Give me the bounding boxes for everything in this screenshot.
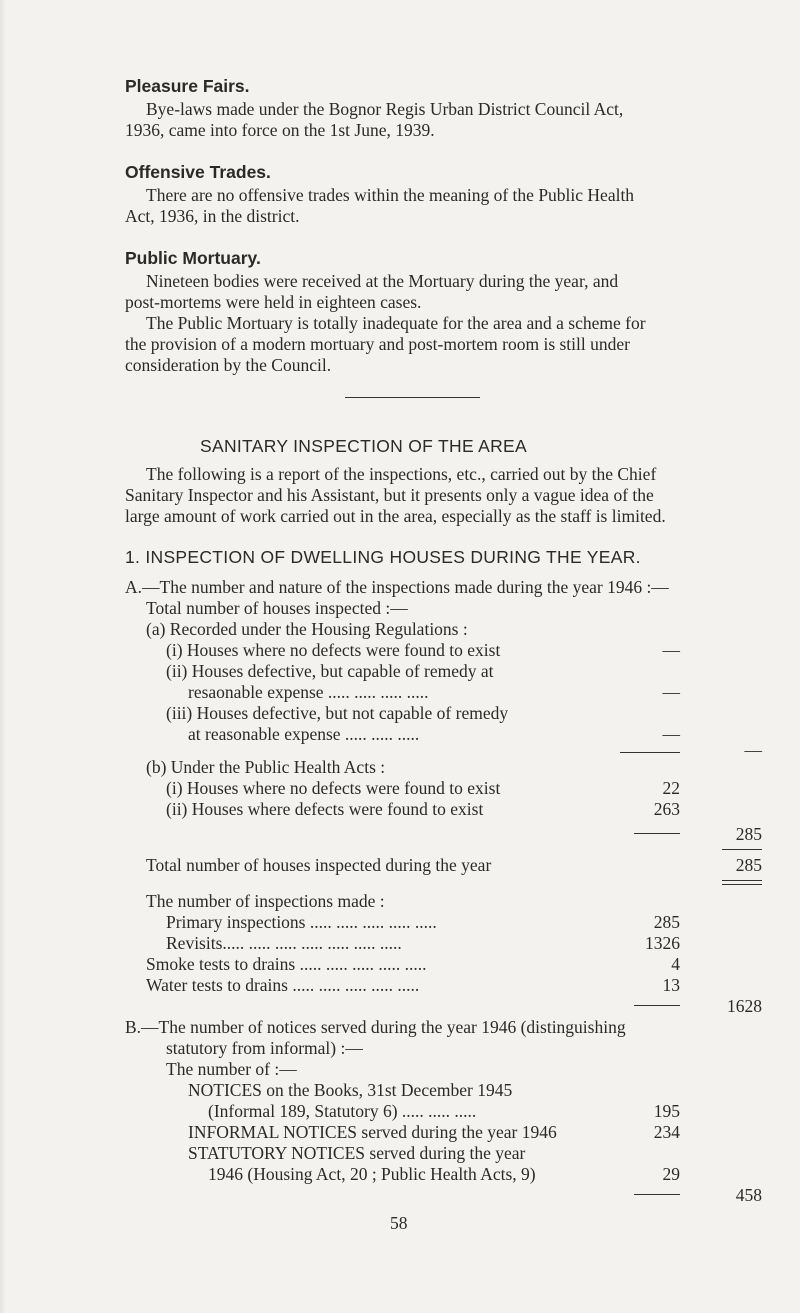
paragraph-line: The Public Mortuary is totally inadequate for the area and a scheme for — [146, 313, 646, 333]
subheading-b: (b) Under the Public Health Acts : — [146, 757, 386, 777]
double-rule — [722, 884, 762, 885]
heading-public-mortuary: Public Mortuary. — [125, 248, 261, 268]
value-total-houses: 285 — [735, 855, 762, 875]
paragraph-line: large amount of work carried out in the area, especially as the staff is limited. — [125, 506, 666, 526]
paragraph-line: The number of :— — [166, 1059, 297, 1079]
total-label: Total number of houses inspected during the year — [146, 855, 492, 875]
value-notices-statutory: 29 — [662, 1164, 680, 1184]
section-divider — [345, 397, 480, 398]
paragraph-line: the provision of a modern mortuary and post-mortem room is still under — [125, 334, 630, 354]
item-a-ii: (ii) Houses defective, but capable of remedy at — [166, 661, 494, 681]
value-a-iii: — — [662, 724, 680, 744]
paragraph-line: statutory from informal) :— — [166, 1038, 363, 1058]
value-notices-informal: 234 — [653, 1122, 680, 1142]
item-revisits: Revisits..... ..... ..... ..... ..... ..... ..... — [166, 933, 402, 953]
value-b-total: 285 — [735, 824, 762, 844]
subtotal-rule — [620, 752, 680, 753]
value-inspections-total: 1628 — [727, 996, 762, 1016]
item-water: Water tests to drains ..... ..... ..... ..... ..... — [146, 975, 420, 995]
inspections-intro: The number of inspections made : — [146, 891, 385, 911]
value-smoke: 4 — [671, 954, 680, 974]
value-a-ii: — — [662, 682, 680, 702]
notice-books-cont: (Informal 189, Statutory 6) ..... ..... ..... — [208, 1101, 477, 1121]
subtotal-rule — [634, 833, 680, 834]
paragraph-line: B.—The number of notices served during the year 1946 (distinguishing — [125, 1017, 626, 1037]
heading-section-1: 1. INSPECTION OF DWELLING HOUSES DURING THE YEAR. — [125, 547, 641, 567]
heading-pleasure-fairs: Pleasure Fairs. — [125, 76, 250, 96]
paragraph-line: Act, 1936, in the district. — [125, 206, 300, 226]
paragraph-line: 1936, came into force on the 1st June, 1939. — [125, 120, 435, 140]
value-revisits: 1326 — [645, 933, 680, 953]
paragraph-line: There are no offensive trades within the meaning of the Public Health — [146, 185, 635, 205]
paragraph-line: Bye-laws made under the Bognor Regis Urban District Council Act, — [146, 99, 624, 119]
value-a-subtotal: — — [744, 740, 762, 760]
paragraph-line: A.—The number and nature of the inspections made during the year 1946 :— — [125, 577, 669, 597]
item-smoke: Smoke tests to drains ..... ..... ..... ..... ..... — [146, 954, 427, 974]
notice-statutory: STATUTORY NOTICES served during the year — [188, 1143, 526, 1163]
value-primary: 285 — [653, 912, 680, 932]
heading-sanitary-inspection: SANITARY INSPECTION OF THE AREA — [200, 436, 527, 456]
double-rule — [722, 880, 762, 881]
notice-books: NOTICES on the Books, 31st December 1945 — [188, 1080, 513, 1100]
value-water: 13 — [662, 975, 680, 995]
subtotal-rule — [634, 1194, 680, 1195]
value-notices-books: 195 — [653, 1101, 680, 1121]
paragraph-line: consideration by the Council. — [125, 355, 332, 375]
value-a-i: — — [662, 640, 680, 660]
page-number: 58 — [390, 1213, 408, 1233]
paragraph-line: post-mortems were held in eighteen cases. — [125, 292, 422, 312]
value-b-i: 22 — [662, 778, 680, 798]
total-rule — [722, 849, 762, 850]
paragraph-line: Nineteen bodies were received at the Mortuary during the year, and — [146, 271, 619, 291]
notice-informal: INFORMAL NOTICES served during the year 1946 — [188, 1122, 557, 1142]
paragraph-line: Total number of houses inspected :— — [146, 598, 408, 618]
item-primary: Primary inspections ..... ..... ..... ..... ..... — [166, 912, 437, 932]
value-notices-total: 458 — [735, 1185, 762, 1205]
item-b-i: (i) Houses where no defects were found to exist — [166, 778, 501, 798]
page-edge — [0, 0, 6, 1313]
paragraph-line: Sanitary Inspector and his Assistant, but it presents only a vague idea of the — [125, 485, 654, 505]
paragraph-line: The following is a report of the inspections, etc., carried out by the Chief — [146, 464, 657, 484]
value-b-ii: 263 — [653, 799, 680, 819]
item-a-i: (i) Houses where no defects were found to exist — [166, 640, 501, 660]
item-a-ii-cont: resaonable expense ..... ..... ..... ..... — [188, 682, 429, 702]
heading-offensive-trades: Offensive Trades. — [125, 162, 271, 182]
subheading-a: (a) Recorded under the Housing Regulations : — [146, 619, 468, 639]
item-a-iii-cont: at reasonable expense ..... ..... ..... — [188, 724, 420, 744]
item-a-iii: (iii) Houses defective, but not capable of remedy — [166, 703, 509, 723]
notice-statutory-cont: 1946 (Housing Act, 20 ; Public Health Acts, 9) — [208, 1164, 536, 1184]
subtotal-rule — [634, 1005, 680, 1006]
item-b-ii: (ii) Houses where defects were found to exist — [166, 799, 484, 819]
